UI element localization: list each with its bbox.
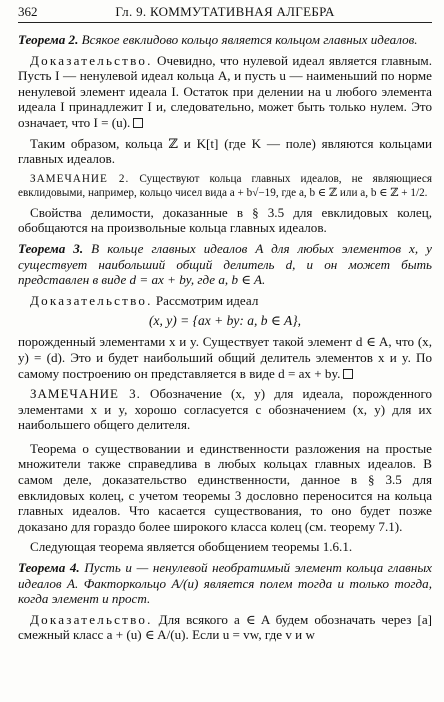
proof-label: Доказательство. [30,52,153,68]
theorem-statement: В кольце главных идеалов A для любых элементов x, y существует наибольший общий делитель d, и он может быть представлен в виде d = ax + by, где a, b ∈ A. [18,240,432,288]
page-header [18,4,432,23]
paragraph: Свойства делимости, доказанные в § 3.5 для евклидовых колец, обобщаются на произвольные кольца главных идеалов. [18,204,432,236]
remark-text: Обозначение (x, y) для идеала, порожденного элементами x и y, хорошо согласуется с обозначением (x, y) для их наибольшего общего делителя. [18,386,433,433]
paragraph: Теорема о существовании и единственности разложения на простые множители также справедлива в любых кольцах главных идеалов. В самом деле, доказательство единственности, данное в § 3.5 для евклидовых колец, с учетом теоремы 3 дословно переносится на кольца главных идеалов. Что касается существования, то оно будет позже доказано для гораздо более широкого класса колец (см. теорему 7.1). [18,440,432,534]
qed-icon [133,118,143,128]
proof-paragraph [18,293,432,309]
remark-2 [18,172,432,200]
remark-label: ЗАМЕЧАНИЕ 2. [30,172,130,185]
theorem-label: Теорема 2. [18,32,79,47]
theorem-statement: Пусть u — ненулевой необратимый элемент кольца главных идеалов A. Факторкольцо A/(u) является полем тогда и только тогда, когда элемент u прост. [18,560,432,607]
theorem-4 [18,560,432,607]
theorem-label: Теорема 3. [18,240,84,256]
proof-text: Для всякого a ∈ A будем обозначать через [a] смежный класс a + (u) ∈ A/(u). Если u = vw, где v и w [18,611,432,643]
proof-text: порожденный элементами x и y. Существует такой элемент d ∈ A, что (x, y) = (d). Это и будет наибольший общий делитель элементов x и y. По самому построению он представляется в виде d = ax + by. [18,334,432,381]
proof-text: Очевидно, что нулевой идеал является главным. Пусть I — ненулевой идеал кольца A, и пусть u — наименьший по норме ненулевой элемент идеала I. Остаток при делении на u любого элемента идеала I принадлежит I и, следовательно, может быть только нулем. Это означает, что I = (u). [18,52,432,130]
remark-label: ЗАМЕЧАНИЕ 3. [30,386,141,402]
theorem-3 [18,241,432,288]
proof-label: Доказательство. [30,292,153,308]
remark-text: Существуют кольца главных идеалов, не являющиеся евклидовыми, например, кольцо чисел вида a + b√−19, где a, b ∈ ℤ или a, b ∈ ℤ + 1/2. [18,172,432,199]
display-formula: (x, y) = {ax + by: a, b ∈ A}, [149,313,301,329]
proof-text: Рассмотрим идеал [155,292,259,308]
paragraph [18,334,432,381]
theorem-label: Теорема 4. [18,560,80,576]
theorem-statement: Всякое евклидово кольцо является кольцом главных идеалов. [81,32,418,47]
proof-paragraph [18,612,432,643]
remark-3 [18,386,432,433]
proof-label: Доказательство. [30,611,153,627]
paragraph: Таким образом, кольца ℤ и K[t] (где K — поле) являются кольцами главных идеалов. [18,135,432,167]
page-number: 362 [18,4,38,19]
paragraph: Следующая теорема является обобщением теоремы 1.6.1. [30,539,353,555]
running-title: Гл. 9. КОММУТАТИВНАЯ АЛГЕБРА [115,4,335,19]
theorem-2 [18,32,432,48]
qed-icon [343,369,353,379]
proof-paragraph [18,53,432,131]
